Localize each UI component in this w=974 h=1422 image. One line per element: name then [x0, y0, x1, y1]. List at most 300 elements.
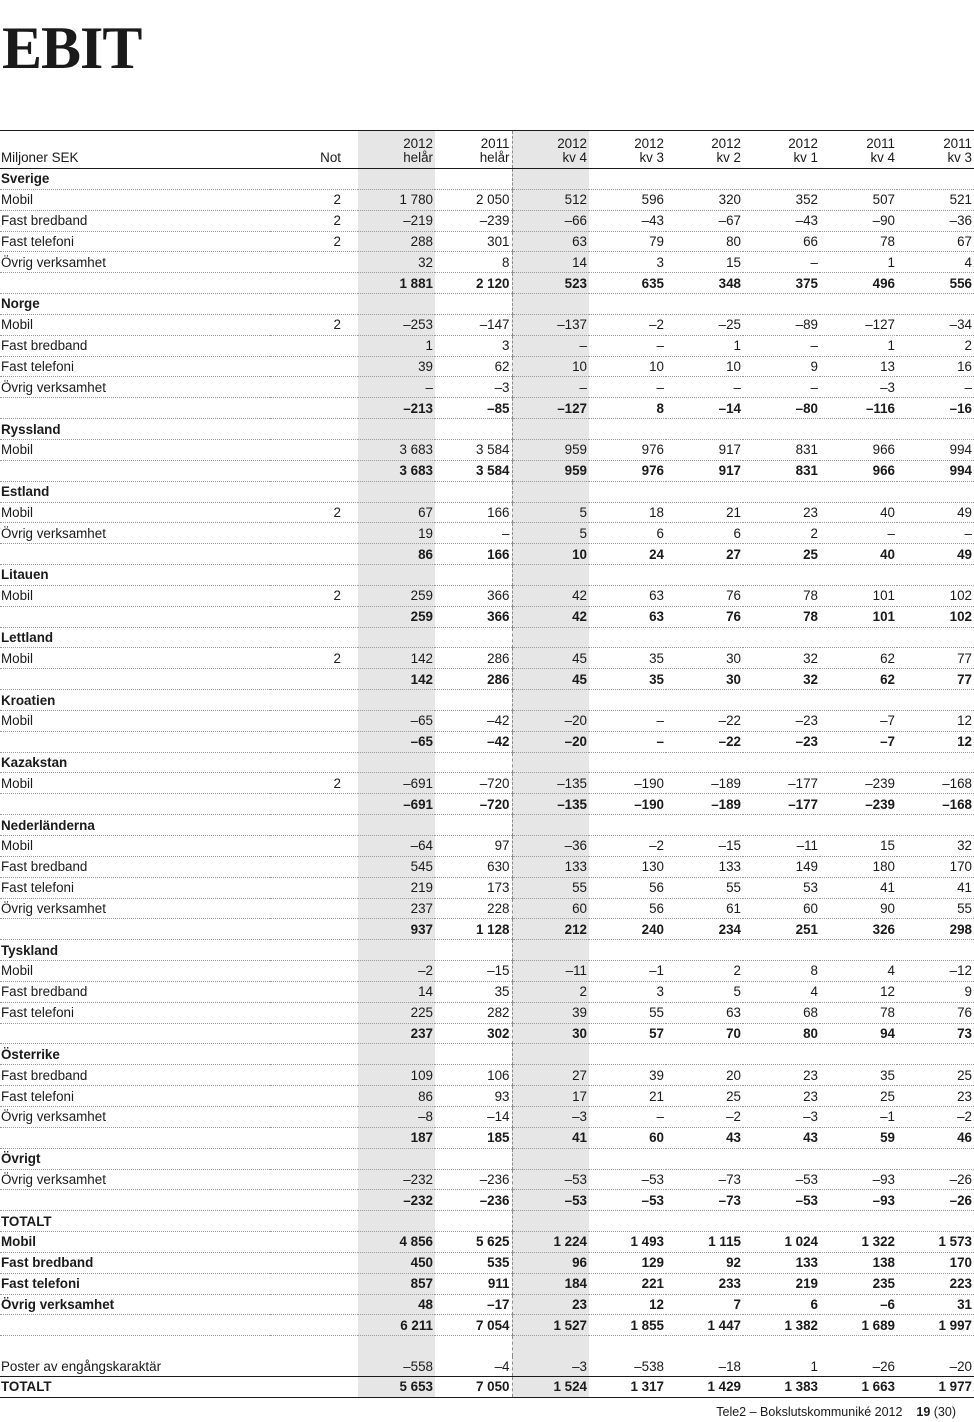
value-cell: 41 [897, 877, 974, 898]
row-label: Övrig verksamhet [0, 252, 270, 273]
value-cell [743, 940, 820, 961]
value-cell: 76 [666, 585, 743, 606]
column-header-period: kv 4 [870, 150, 895, 165]
value-cell [666, 1148, 743, 1169]
value-cell: 545 [358, 856, 435, 877]
value-cell: 1 224 [512, 1232, 589, 1253]
subtotal-row [0, 398, 974, 419]
note-ref [270, 1002, 358, 1023]
value-cell: 7 054 [435, 1315, 512, 1336]
value-cell: –135 [512, 773, 589, 794]
value-cell: 5 625 [435, 1232, 512, 1253]
value-cell: 35 [820, 1065, 897, 1086]
table-row [0, 377, 974, 398]
column-header [358, 131, 435, 169]
value-cell: – [743, 335, 820, 356]
value-cell: –53 [589, 1190, 666, 1211]
value-cell [512, 1211, 589, 1232]
note-ref [270, 1273, 358, 1294]
value-cell: 917 [666, 439, 743, 460]
row-label: Österrike [0, 1044, 270, 1065]
value-cell: 42 [512, 606, 589, 627]
value-cell [897, 481, 974, 502]
note-ref [270, 815, 358, 836]
table-row [0, 502, 974, 523]
table-row [0, 231, 974, 252]
table-row [0, 1086, 974, 1107]
grand-total-row [0, 1376, 974, 1397]
column-header [743, 131, 820, 169]
value-cell: 3 584 [435, 460, 512, 481]
value-cell: 97 [435, 836, 512, 857]
value-cell: –65 [358, 731, 435, 752]
note-ref [270, 919, 358, 940]
note-ref [270, 1232, 358, 1253]
value-cell: 14 [512, 252, 589, 273]
table-row [0, 710, 974, 731]
table-row [0, 648, 974, 669]
table-row [0, 335, 974, 356]
value-cell: 55 [666, 877, 743, 898]
value-cell: 56 [589, 898, 666, 919]
row-label: Sverige [0, 169, 270, 190]
value-cell: 25 [820, 1086, 897, 1107]
value-cell: 39 [589, 1065, 666, 1086]
value-cell [897, 627, 974, 648]
value-cell [435, 1148, 512, 1169]
value-cell: 35 [589, 648, 666, 669]
value-cell [358, 1211, 435, 1232]
value-cell: 320 [666, 189, 743, 210]
value-cell: 352 [743, 189, 820, 210]
value-cell: 228 [435, 898, 512, 919]
note-ref [270, 752, 358, 773]
table-row [0, 252, 974, 273]
value-cell: 133 [743, 1252, 820, 1273]
note-ref: 2 [270, 648, 358, 669]
total-line-row [0, 1294, 974, 1315]
value-cell: 106 [435, 1065, 512, 1086]
value-cell [820, 815, 897, 836]
table-row [0, 314, 974, 335]
value-cell [666, 481, 743, 502]
value-cell: 1 [820, 252, 897, 273]
value-cell [512, 294, 589, 315]
value-cell: 8 [435, 252, 512, 273]
value-cell [512, 690, 589, 711]
value-cell: –20 [512, 710, 589, 731]
row-label: Mobil [0, 314, 270, 335]
row-label: Kazakstan [0, 752, 270, 773]
table-row [0, 1065, 974, 1086]
value-cell: –2 [589, 314, 666, 335]
row-label: Övrigt [0, 1148, 270, 1169]
note-ref [270, 419, 358, 440]
row-label: Övrig verksamhet [0, 1294, 270, 1315]
value-cell [666, 1044, 743, 1065]
value-cell [820, 1044, 897, 1065]
value-cell: 32 [358, 252, 435, 273]
value-cell: 3 [589, 252, 666, 273]
note-ref [270, 877, 358, 898]
subtotal-row [0, 1127, 974, 1148]
value-cell: 282 [435, 1002, 512, 1023]
value-cell: 959 [512, 460, 589, 481]
row-label: Övrig verksamhet [0, 1169, 270, 1190]
ebit-table-container [0, 130, 972, 1398]
value-cell: 30 [666, 669, 743, 690]
value-cell: –22 [666, 710, 743, 731]
value-cell: 166 [435, 502, 512, 523]
value-cell: 831 [743, 460, 820, 481]
value-cell: –80 [743, 398, 820, 419]
value-cell [589, 627, 666, 648]
row-label [0, 794, 270, 815]
row-label: Fast telefoni [0, 1002, 270, 1023]
column-header [820, 131, 897, 169]
value-cell: 93 [435, 1086, 512, 1107]
value-cell: 1 573 [897, 1232, 974, 1253]
value-cell: –7 [820, 710, 897, 731]
row-label: Fast bredband [0, 335, 270, 356]
row-label: Mobil [0, 585, 270, 606]
value-cell: 60 [512, 898, 589, 919]
value-cell: –720 [435, 773, 512, 794]
value-cell: 76 [666, 606, 743, 627]
value-cell: – [589, 377, 666, 398]
note-ref [270, 377, 358, 398]
value-cell: 31 [897, 1294, 974, 1315]
value-cell: 12 [589, 1294, 666, 1315]
subtotal-row [0, 544, 974, 565]
value-cell: 21 [666, 502, 743, 523]
value-cell: 62 [435, 356, 512, 377]
table-row [0, 836, 974, 857]
row-label: Övrig verksamhet [0, 1106, 270, 1127]
value-cell: 41 [512, 1127, 589, 1148]
note-ref: 2 [270, 189, 358, 210]
value-cell: 1 317 [589, 1376, 666, 1397]
value-cell: 21 [589, 1086, 666, 1107]
value-cell: 1 527 [512, 1315, 589, 1336]
value-cell [435, 752, 512, 773]
value-cell: 9 [897, 981, 974, 1002]
value-cell: –90 [820, 210, 897, 231]
value-cell: –190 [589, 773, 666, 794]
column-header-period: kv 4 [562, 150, 587, 165]
value-cell: – [435, 523, 512, 544]
value-cell: 142 [358, 648, 435, 669]
value-cell: –23 [743, 710, 820, 731]
value-cell: 40 [820, 544, 897, 565]
value-cell [435, 565, 512, 586]
value-cell: –73 [666, 1190, 743, 1211]
value-cell: 1 663 [820, 1376, 897, 1397]
value-cell: 77 [897, 669, 974, 690]
value-cell [820, 940, 897, 961]
value-cell: 17 [512, 1086, 589, 1107]
value-cell: 251 [743, 919, 820, 940]
value-cell: –26 [820, 1356, 897, 1376]
column-header [897, 131, 974, 169]
value-cell: –127 [512, 398, 589, 419]
value-cell [666, 1336, 743, 1356]
note-ref: 2 [270, 502, 358, 523]
column-header-year: 2012 [557, 136, 587, 151]
value-cell: –14 [666, 398, 743, 419]
value-cell [358, 1148, 435, 1169]
row-label: Fast bredband [0, 856, 270, 877]
value-cell: 63 [589, 606, 666, 627]
value-cell: 78 [820, 231, 897, 252]
value-cell: 7 050 [435, 1376, 512, 1397]
column-header-year: 2012 [403, 136, 433, 151]
note-ref [270, 460, 358, 481]
value-cell [897, 1044, 974, 1065]
value-cell: 1 977 [897, 1376, 974, 1397]
value-cell: –66 [512, 210, 589, 231]
value-cell: 25 [666, 1086, 743, 1107]
value-cell [743, 1211, 820, 1232]
value-cell: 30 [512, 1023, 589, 1044]
note-ref [270, 1044, 358, 1065]
value-cell: –3 [512, 1106, 589, 1127]
value-cell: 46 [897, 1127, 974, 1148]
value-cell: –3 [743, 1106, 820, 1127]
value-cell [743, 1336, 820, 1356]
value-cell: 49 [897, 502, 974, 523]
value-cell: –53 [512, 1169, 589, 1190]
value-cell: 4 [897, 252, 974, 273]
value-cell: – [589, 710, 666, 731]
value-cell [820, 294, 897, 315]
subtotal-row [0, 731, 974, 752]
value-cell [589, 940, 666, 961]
note-ref [270, 898, 358, 919]
value-cell: 41 [820, 877, 897, 898]
value-cell: 109 [358, 1065, 435, 1086]
value-cell [897, 169, 974, 190]
value-cell [512, 627, 589, 648]
row-label [0, 669, 270, 690]
value-cell: 375 [743, 273, 820, 294]
row-label: Fast telefoni [0, 1273, 270, 1294]
value-cell: 35 [435, 981, 512, 1002]
note-ref: 2 [270, 585, 358, 606]
value-cell: –236 [435, 1190, 512, 1211]
section-header-row [0, 627, 974, 648]
value-cell: 12 [897, 710, 974, 731]
value-cell: 1 855 [589, 1315, 666, 1336]
value-cell: –558 [358, 1356, 435, 1376]
value-cell: 63 [512, 231, 589, 252]
column-header-year: 2011 [866, 136, 895, 151]
value-cell: 53 [743, 877, 820, 898]
value-cell: –2 [897, 1106, 974, 1127]
table-row [0, 523, 974, 544]
value-cell [435, 1336, 512, 1356]
value-cell: 966 [820, 460, 897, 481]
value-cell: – [743, 252, 820, 273]
value-cell: – [897, 377, 974, 398]
column-header-year: 2012 [711, 136, 741, 151]
subtotal-row [0, 1315, 974, 1336]
row-label [0, 1190, 270, 1211]
row-label: TOTALT [0, 1376, 270, 1397]
row-label: Fast telefoni [0, 1086, 270, 1107]
value-cell: –53 [589, 1169, 666, 1190]
value-cell [358, 1044, 435, 1065]
value-cell: 184 [512, 1273, 589, 1294]
column-header-year: 2011 [943, 136, 972, 151]
value-cell: 301 [435, 231, 512, 252]
value-cell: –147 [435, 314, 512, 335]
note-ref [270, 252, 358, 273]
value-cell [589, 690, 666, 711]
value-cell [666, 169, 743, 190]
value-cell: 2 [512, 981, 589, 1002]
value-cell: 507 [820, 189, 897, 210]
total-line-row [0, 1232, 974, 1253]
note-ref [270, 1023, 358, 1044]
value-cell: –219 [358, 210, 435, 231]
value-cell: 170 [897, 1252, 974, 1273]
value-cell: 523 [512, 273, 589, 294]
value-cell: 76 [897, 1002, 974, 1023]
column-header-period: kv 3 [639, 150, 664, 165]
value-cell: 959 [512, 439, 589, 460]
row-label [0, 919, 270, 940]
value-cell [666, 690, 743, 711]
value-cell: – [589, 731, 666, 752]
value-cell [666, 627, 743, 648]
value-cell: 92 [666, 1252, 743, 1273]
table-body [0, 169, 974, 1398]
value-cell [589, 1336, 666, 1356]
value-cell [435, 294, 512, 315]
row-label: TOTALT [0, 1211, 270, 1232]
value-cell: 6 211 [358, 1315, 435, 1336]
value-cell: –1 [820, 1106, 897, 1127]
value-cell: –189 [666, 794, 743, 815]
value-cell: –253 [358, 314, 435, 335]
section-header-row [0, 565, 974, 586]
value-cell: –2 [666, 1106, 743, 1127]
value-cell: –189 [666, 773, 743, 794]
value-cell [512, 815, 589, 836]
row-label: Fast bredband [0, 981, 270, 1002]
value-cell [743, 565, 820, 586]
column-header [666, 131, 743, 169]
value-cell [358, 565, 435, 586]
value-cell: –538 [589, 1356, 666, 1376]
row-label [0, 731, 270, 752]
value-cell: 994 [897, 439, 974, 460]
value-cell: 288 [358, 231, 435, 252]
note-ref [270, 565, 358, 586]
header-not: Not [270, 131, 358, 169]
value-cell: 6 [743, 1294, 820, 1315]
value-cell: 78 [743, 585, 820, 606]
value-cell: 32 [743, 648, 820, 669]
value-cell: 1 383 [743, 1376, 820, 1397]
value-cell: 12 [897, 731, 974, 752]
value-cell: 20 [666, 1065, 743, 1086]
value-cell: 10 [666, 356, 743, 377]
value-cell: 857 [358, 1273, 435, 1294]
value-cell: 10 [512, 356, 589, 377]
value-cell: –15 [666, 836, 743, 857]
value-cell: 18 [589, 502, 666, 523]
value-cell [358, 1336, 435, 1356]
value-cell: 180 [820, 856, 897, 877]
note-ref [270, 1127, 358, 1148]
value-cell: 45 [512, 669, 589, 690]
value-cell [666, 752, 743, 773]
value-cell [743, 294, 820, 315]
value-cell: 42 [512, 585, 589, 606]
value-cell: 286 [435, 669, 512, 690]
value-cell: –93 [820, 1190, 897, 1211]
value-cell: 56 [589, 877, 666, 898]
value-cell: 13 [820, 356, 897, 377]
value-cell [589, 1148, 666, 1169]
value-cell: 55 [512, 877, 589, 898]
section-header-row [0, 752, 974, 773]
value-cell: 16 [897, 356, 974, 377]
value-cell [435, 1211, 512, 1232]
value-cell: – [897, 523, 974, 544]
value-cell: 86 [358, 1086, 435, 1107]
value-cell: – [589, 1106, 666, 1127]
value-cell: –177 [743, 794, 820, 815]
value-cell: 27 [512, 1065, 589, 1086]
value-cell: –691 [358, 794, 435, 815]
value-cell: –232 [358, 1190, 435, 1211]
value-cell: 5 653 [358, 1376, 435, 1397]
column-header [589, 131, 666, 169]
row-label [0, 1315, 270, 1336]
value-cell: 1 997 [897, 1315, 974, 1336]
value-cell: –4 [435, 1356, 512, 1376]
value-cell: 2 [743, 523, 820, 544]
value-cell: –168 [897, 794, 974, 815]
value-cell: 27 [666, 544, 743, 565]
value-cell: 149 [743, 856, 820, 877]
value-cell: 3 [589, 981, 666, 1002]
value-cell: –42 [435, 710, 512, 731]
value-cell [743, 752, 820, 773]
value-cell [743, 690, 820, 711]
ebit-table [0, 130, 974, 1398]
value-cell [820, 1211, 897, 1232]
row-label: Fast telefoni [0, 231, 270, 252]
value-cell [743, 1044, 820, 1065]
table-row [0, 981, 974, 1002]
value-cell: – [743, 377, 820, 398]
value-cell: –232 [358, 1169, 435, 1190]
value-cell: 78 [743, 606, 820, 627]
section-header-row [0, 940, 974, 961]
value-cell: 23 [743, 1086, 820, 1107]
section-header-row [0, 690, 974, 711]
value-cell: 366 [435, 606, 512, 627]
value-cell: 48 [358, 1294, 435, 1315]
column-header-year: 2012 [788, 136, 818, 151]
value-cell: 937 [358, 919, 435, 940]
note-ref [270, 1065, 358, 1086]
note-ref: 2 [270, 231, 358, 252]
